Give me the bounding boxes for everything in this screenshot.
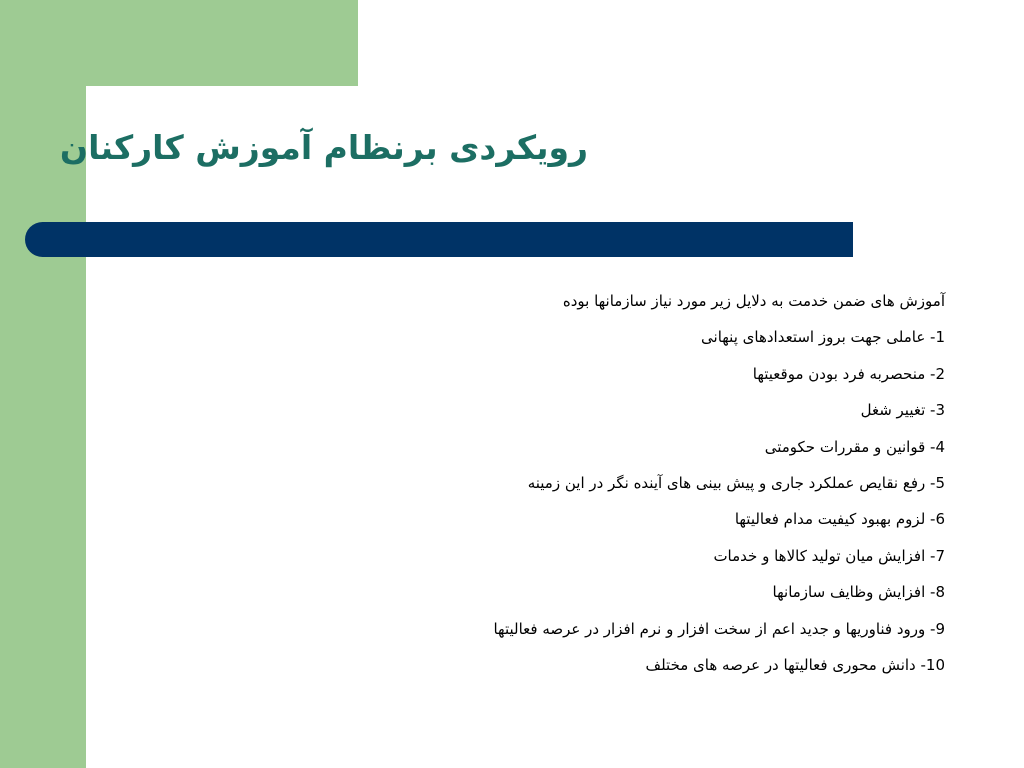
top-green-block	[0, 0, 358, 86]
list-item: 8- افزایش وظایف سازمانها	[772, 583, 945, 602]
list-item: 1- عاملی جهت بروز استعدادهای پنهانی	[701, 328, 945, 347]
left-green-strip	[0, 0, 86, 768]
list-item: 3- تغییر شغل	[860, 401, 945, 420]
title-underline-bar	[25, 222, 853, 257]
list-item: 5- رفع نقایص عملکرد جاری و پیش بینی های آینده نگر در این زمینه	[527, 473, 945, 492]
list-item: 7- افزایش میان تولید کالاها و خدمات	[713, 546, 945, 565]
body-text-list	[385, 285, 945, 685]
list-item: 4- قوانین و مقررات حکومتی	[764, 437, 945, 456]
list-item: 2- منحصربه فرد بودن موقعیتها	[752, 364, 945, 383]
slide-title: رویکردی برنظام آموزش کارکنان	[59, 128, 588, 167]
list-item: 10- دانش محوری فعالیتها در عرصه های مختلف	[645, 655, 945, 674]
list-item: 9- ورود فناوریها و جدید اعم از سخت افزار و نرم افزار در عرصه فعالیتها	[493, 619, 945, 638]
intro-line: آموزش های ضمن خدمت به دلایل زیر مورد نیاز سازمانها بوده	[562, 292, 945, 310]
list-item: 6- لزوم بهبود کیفیت مدام فعالیتها	[734, 510, 945, 529]
